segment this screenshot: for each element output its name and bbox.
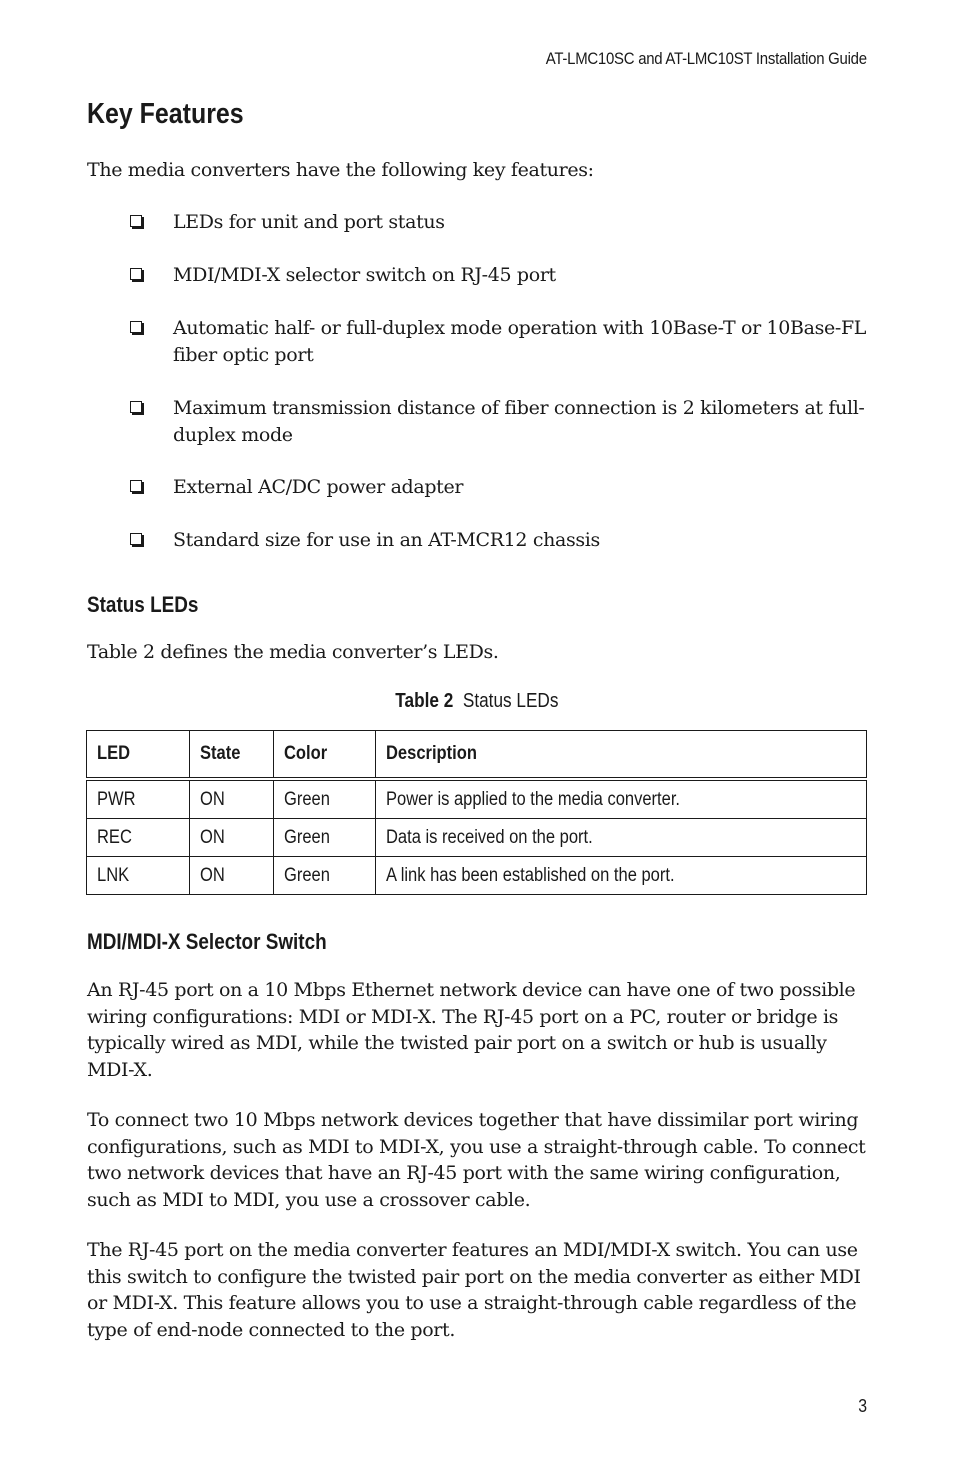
table-cell-description: Data is received on the port. — [376, 819, 867, 857]
checkbox-bullet-icon — [130, 401, 142, 413]
column-header-state: State — [190, 731, 274, 780]
column-header-description: Description — [376, 731, 867, 780]
checkbox-bullet-icon — [130, 268, 142, 280]
key-features-heading: Key Features — [87, 98, 244, 130]
list-item-text: MDI/MDI-X selector switch on RJ-45 port — [173, 264, 556, 286]
list-item-text: Maximum transmission distance of fiber connection is 2 kilometers at full-duplex mode — [173, 397, 865, 446]
column-header-led: LED — [87, 731, 190, 780]
mdi-switch-heading: MDI/MDI-X Selector Switch — [87, 929, 327, 954]
table-cell-state: ON — [190, 779, 274, 819]
table-cell-description: A link has been established on the port. — [376, 857, 867, 895]
list-item-text: Automatic half- or full-duplex mode operation with 10Base-T or 10Base-FL fiber optic port — [173, 317, 867, 366]
list-item-text: LEDs for unit and port status — [173, 211, 445, 233]
key-features-intro: The media converters have the following key features: — [87, 159, 594, 181]
table-cell-led: LNK — [87, 857, 190, 895]
checkbox-bullet-icon — [130, 215, 142, 227]
mdi-switch-paragraph-3: The RJ-45 port on the media converter features an MDI/MDI-X switch. You can use this switch to configure the twisted pair port on the media converter as either MDI or MDI-X. This feature allows you to use a straight-through cable regardless of the type of end-node connected to the port. — [87, 1239, 861, 1341]
table-cell-color: Green — [274, 779, 376, 819]
table-cell-led: PWR — [87, 779, 190, 819]
table-caption-title: Status LEDs — [462, 690, 559, 712]
table-row — [87, 819, 867, 857]
table-header-row — [87, 731, 867, 780]
table-row — [87, 857, 867, 895]
list-item-text: Standard size for use in an AT-MCR12 chassis — [173, 529, 600, 551]
table-cell-state: ON — [190, 819, 274, 857]
table-caption-number: Table 2 — [395, 690, 454, 712]
checkbox-bullet-icon — [130, 480, 142, 492]
table-cell-state: ON — [190, 857, 274, 895]
status-leds-intro: Table 2 defines the media converter’s LEDs. — [87, 641, 499, 663]
table-cell-color: Green — [274, 857, 376, 895]
table-cell-led: REC — [87, 819, 190, 857]
page-number: 3 — [858, 1396, 867, 1416]
status-leds-heading: Status LEDs — [87, 592, 199, 617]
table-caption — [0, 690, 954, 713]
mdi-switch-paragraph-2: To connect two 10 Mbps network devices together that have dissimilar port wiring configurations, such as MDI to MDI-X, you use a straight-through cable. To connect two network devices that have an RJ-45 port with the same wiring configuration, such as MDI to MDI, you use a crossover cable. — [87, 1109, 866, 1211]
status-leds-table — [86, 730, 867, 895]
table-cell-description: Power is applied to the media converter. — [376, 779, 867, 819]
checkbox-bullet-icon — [130, 533, 142, 545]
list-item-text: External AC/DC power adapter — [173, 476, 464, 498]
column-header-color: Color — [274, 731, 376, 780]
running-header: AT-LMC10SC and AT-LMC10ST Installation Guide — [546, 49, 867, 68]
mdi-switch-paragraph-1: An RJ-45 port on a 10 Mbps Ethernet network device can have one of two possible wiring configurations: MDI or MDI-X. The RJ-45 port on a PC, router or bridge is typically wired as MDI, while the twisted pair port on a switch or hub is usually MDI-X. — [87, 979, 856, 1081]
table-cell-color: Green — [274, 819, 376, 857]
table-row — [87, 779, 867, 819]
checkbox-bullet-icon — [130, 321, 142, 333]
